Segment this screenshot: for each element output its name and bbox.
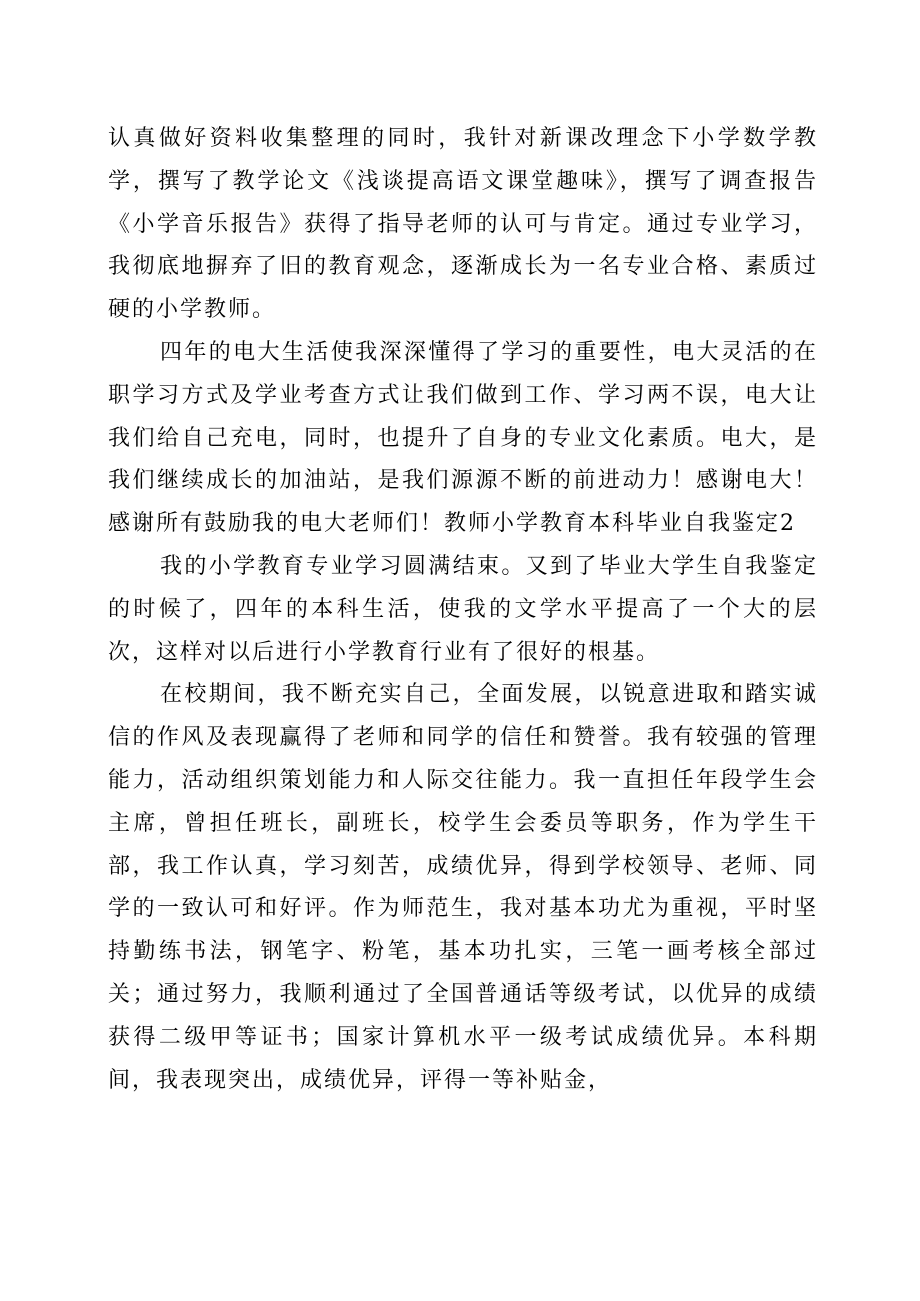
- paragraph-graduation: 我的小学教育专业学习圆满结束。又到了毕业大学生自我鉴定的时候了，四年的本科生活，使我的文学水平提高了一个大的层次，这样对以后进行小学教育行业有了很好的根基。: [108, 553, 818, 665]
- paragraph-school-period: 在校期间，我不断充实自己，全面发展，以锐意进取和踏实诚信的作风及表现赢得了老师和同学的信任和赞誉。我有较强的管理能力，活动组织策划能力和人际交往能力。我一直担任年段学生会主席，曾担任班长，副班长，校学生会委员等职务，作为学生干部，我工作认真，学习刻苦，成绩优异，得到学校领导、老师、同学的一致认可和好评。作为师范生，我对基本功尤为重视，平时坚持勤练书法，钢笔字、粉笔，基本功扎实，三笔一画考核全部过关；通过努力，我顺利通过了全国普通话等级考试，以优异的成绩获得二级甲等证书；国家计算机水平一级考试成绩优异。本科期间，我表现突出，成绩优异，评得一等补贴金，: [108, 682, 818, 1093]
- paragraph-tv-university-life: 四年的电大生活使我深深懂得了学习的重要性，电大灵活的在职学习方式及学业考查方式让我们做到工作、学习两不误，电大让我们给自己充电，同时，也提升了自身的专业文化素质。电大，是我们继续成长的加油站，是我们源源不断的前进动力！感谢电大！感谢所有鼓励我的电大老师们！教师小学教育本科毕业自我鉴定2: [108, 339, 818, 537]
- paragraph-continued-research: 认真做好资料收集整理的同时，我针对新课改理念下小学数学教学，撰写了教学论文《浅谈提高语文课堂趣味》，撰写了调查报告《小学音乐报告》获得了指导老师的认可与肯定。通过专业学习，我彻底地摒弃了旧的教育观念，逐渐成长为一名专业合格、素质过硬的小学教师。: [108, 126, 818, 323]
- document-page: [108, 118, 818, 1102]
